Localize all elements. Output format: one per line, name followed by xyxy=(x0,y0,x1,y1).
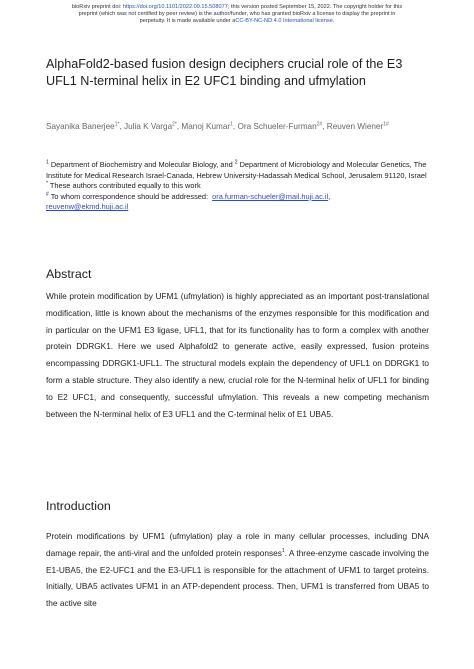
correspondence-note: # To whom correspondence should be addressed: ora.furman-schueler@mail.huji.ac.il, reuvenw@ekmd.huji.ac.il xyxy=(46,191,331,212)
affiliations xyxy=(46,160,436,213)
author-name: Sayanika Banerjee xyxy=(46,122,115,131)
email-link-1[interactable]: ora.furman-schueler@mail.huji.ac.il xyxy=(212,191,329,201)
affiliation-block: $^1$ Department of Biochemistry and Molecular Biology, and $^2$ Department of Microbiology and Molecular Genetics, The Institute for Medical Research Israel-Canada, Hebrew University-Hadassah Medical School, Jerusalem 91120, Israel xyxy=(46,159,427,180)
license-link[interactable]: CC-BY-NC-ND 4.0 International license xyxy=(235,18,333,25)
preprint-notice-line3: perpetuity. It is made available under aCC-BY-NC-ND 4.0 International license. xyxy=(139,18,335,25)
paper-title: AlphaFold2-based fusion design deciphers crucial role of the E3 UFL1 N-terminal helix in E2 UFC1 binding and ufmylation xyxy=(46,57,403,88)
author-affiliation-mark: 1 xyxy=(230,121,233,128)
author-affiliation-mark: 1* xyxy=(114,121,120,128)
preprint-notice-line1: bioRxiv preprint doi: https://doi.org/10.1101/2022.09.15.508077; this version posted September 15, 2022. The copyright holder for this xyxy=(71,4,403,10)
author-name: Julia K Varga xyxy=(124,122,173,131)
author-affiliation-mark: 2* xyxy=(172,121,177,128)
introduction-heading: Introduction xyxy=(46,499,111,513)
equal-contribution-note: * These authors contributed equally to this work xyxy=(46,180,201,191)
preprint-notice-line2: preprint (which was not certified by peer review) is the author/funder, who has granted bioRxiv a license to display the preprint in xyxy=(78,11,396,18)
abstract-paragraph: While protein modification by UFM1 (ufmylation) is highly appreciated as an important post-translational modification, little is known about the mechanisms of the enzymes responsible for this modification and in particular on the UFM1 E3 ligase, UFL1, that for its functionality has to form a complex with another protein DDRGK1. Here we used Alphafold2 to generate active, easily expressed, fusion proteins encompassing DDRGK1-UFL1. The structural models explain the dependency of UFL1 on DDRGK1 to form a stable structure. They also identify a new, crucial role for the N-terminal helix of UFL1 for binding to E2 UFC1, and consequently, successful ufmylation. This reveals a new competing mechanism between the N-terminal helix of E3 UFL1 and the C-terminal helix of E1 UBA5. xyxy=(46,291,429,419)
author-name: Manoj Kumar xyxy=(181,122,231,131)
email-link-2[interactable]: reuvenw@ekmd.huji.ac.il xyxy=(46,202,129,212)
introduction-paragraph: Protein modifications by UFM1 (ufmylation) play a role in many cellular processes, including DNA damage repair, the anti-viral and the unfolded protein responses$^1$. A three-enzyme cascade involving the E1-UBA5, the E2-UFC1 and the E3-UFL1 is responsible for the attachment of UFM1 to target proteins. Initially, UBA5 activates UFM1 in an ATP-dependent process. Then, UFM1 is transferred from UBA5 to the active site xyxy=(46,531,429,609)
author-affiliation-mark: 2# xyxy=(316,121,323,128)
citation-ref[interactable]: 1 xyxy=(281,548,285,555)
author-affiliation-mark: 1# xyxy=(383,121,389,128)
abstract-heading: Abstract xyxy=(46,267,92,281)
introduction-body xyxy=(46,528,429,612)
author-name: Reuven Wiener xyxy=(326,122,384,131)
author-list: Sayanika Banerjee$^{1*}$, Julia K Varga$^{2*}$, Manoj Kumar$^1$, Ora Schueler-Furman$^{2\#}$, Reuven Wiener$^{1\#}$ xyxy=(46,121,389,131)
author-name: Ora Schueler-Furman xyxy=(237,122,317,131)
abstract-body xyxy=(46,288,429,422)
doi-link[interactable]: https://doi.org/10.1101/2022.09.15.508077 xyxy=(122,4,228,10)
preprint-notice xyxy=(40,4,434,26)
